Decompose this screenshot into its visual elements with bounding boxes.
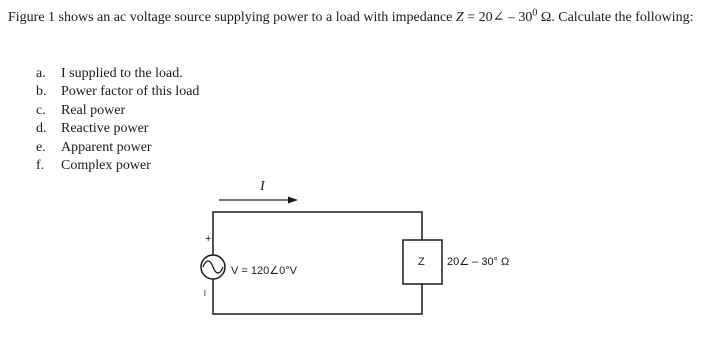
list-item-text: Complex power xyxy=(61,157,151,173)
load-symbol: Z xyxy=(418,256,425,268)
circuit-wires xyxy=(213,212,422,314)
list-marker: a. xyxy=(36,66,46,81)
source-voltage-label: V = 120∠0°V xyxy=(231,265,297,277)
current-label: I xyxy=(260,179,265,194)
intro-text-end: . Calculate the following: xyxy=(551,10,694,25)
list-marker: e. xyxy=(36,139,46,155)
list-marker: f. xyxy=(36,157,45,173)
list-item-text: I supplied to the load. xyxy=(61,66,183,81)
list-item-text: Reactive power xyxy=(61,121,149,137)
list-item-text: Apparent power xyxy=(61,139,152,155)
list-marker: b. xyxy=(36,84,47,100)
intro-text: Figure 1 shows an ac voltage source supplying power to a load with impedance xyxy=(8,10,456,25)
impedance-degree: 0 xyxy=(532,7,538,19)
impedance-symbol: Z xyxy=(455,10,464,25)
list-marker: d. xyxy=(36,121,47,137)
minus-sign: – xyxy=(199,290,211,297)
plus-sign: + xyxy=(205,233,212,245)
list-item-text: Power factor of this load xyxy=(61,84,200,100)
list-marker: c. xyxy=(36,102,46,118)
current-arrow xyxy=(219,197,298,204)
list-item-text: Real power xyxy=(61,102,126,118)
load-impedance-value: 20∠ – 30° Ω xyxy=(447,256,510,268)
impedance-expression: = 20∠ – 30 xyxy=(463,10,533,25)
ac-source-icon xyxy=(201,255,225,279)
impedance-unit: Ω xyxy=(537,10,552,25)
